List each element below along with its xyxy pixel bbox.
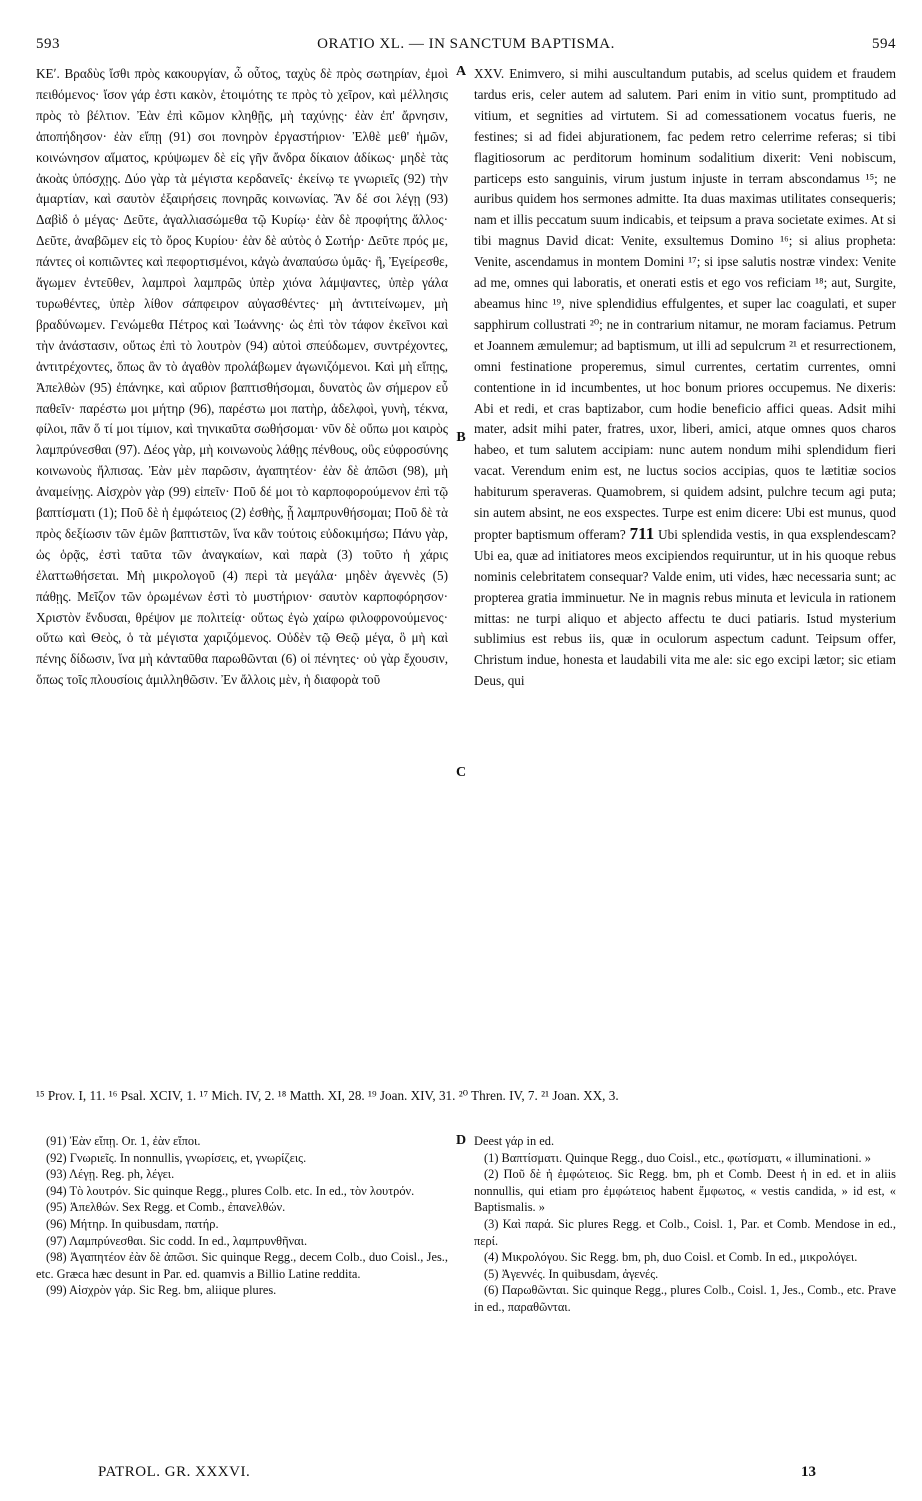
latin-paragraph: [474, 64, 896, 692]
note-5: (5) Ἀγεννές. In quibusdam, ἀγενές.: [484, 1266, 659, 1281]
critical-notes-left: [36, 1133, 448, 1463]
note-99-continued: Deest γάρ in ed.: [474, 1134, 555, 1148]
greek-text-column: [36, 64, 448, 1084]
note-1: (1) Βαπτίσματι. Quinque Regg., duo Coisl., etc., φωτίσματι, « illuminationi. »: [484, 1150, 871, 1165]
note-96: (96) Μήτηρ. In quibusdam, πατήρ.: [46, 1216, 219, 1231]
note-93: (93) Λέγῃ. Reg. ph, λέγει.: [46, 1167, 175, 1182]
note-95: (95) Ἀπελθών. Sex Regg. et Comb., ἐπανελθών.: [46, 1200, 286, 1215]
note-91: (91) Ἐὰν εἴπῃ. Or. 1, ἐὰν εἴποι.: [46, 1134, 201, 1148]
column-marker: 711: [629, 523, 655, 543]
page-number-left: 593: [36, 36, 60, 52]
latin-text-part-2: Ubi splendida vestis, in qua exsplendescam? Ubi ea, quæ ad initiatores meos excipiendos requiruntur, ut in his quoque rebus nominis celebritatem consequar? Valde enim, uti vides, hæc necessaria sunt; ac propterea gratia imminuetur. Ne in magnis rebus minuta et levicula in rationem mittas: ne turpi aliquo et abjecto affectu te duci patiaris. Istud mysterium sublimius est rebus iis, quæ in oculorum aspectum cadunt. Teipsum offer, Christum indue, honesta et laudabili vita me ale: sic ego excipi lætor; sic etiam Deus, qui: [474, 526, 896, 689]
series-title: PATROL. GR. XXXVI.: [98, 1464, 251, 1480]
note-98: (98) Ἀγαπητέον ἐὰν δὲ ἀπῶσι. Sic quinque Regg., decem Colb., duo Coisl., Jes., etc. Græca hæc desunt in Par. ed. quamvis a Billio Latine reddita.: [36, 1250, 448, 1281]
note-92: (92) Γνωριεῖς. In nonnullis, γνωρίσεις, et, γνωρίζεις.: [46, 1150, 307, 1165]
margin-letter-c: C: [455, 765, 467, 780]
margin-letter-b: B: [456, 430, 466, 445]
note-99: (99) Αἰσχρὸν γάρ. Sic Reg. bm, aliique plures.: [46, 1283, 277, 1298]
note-4: (4) Μικρολόγου. Sic Regg. bm, ph, duo Coisl. et Comb. In ed., μικρολόγει.: [484, 1250, 858, 1265]
note-6: (6) Παρωθῶνται. Sic quinque Regg., plures Colb., Coisl. 1, Jes., Comb., etc. Prave in ed., παραθῶνται.: [474, 1283, 896, 1314]
note-3: (3) Καὶ παρά. Sic plures Regg. et Colb., Coisl. 1, Par. et Comb. Mendose in ed., περί.: [474, 1216, 896, 1248]
margin-letter-d: D: [455, 1133, 467, 1148]
note-2: (2) Ποῦ δὲ ἡ ἐμφώτειος. Sic Regg. bm, ph et Comb. Deest ἡ in ed. et in aliis nonnullis, qui etiam pro ἐμφώτειος habent ἔμφωτος, « vestis candida, » id est, « Baptismalis. »: [474, 1167, 896, 1215]
critical-notes-right: [474, 1133, 896, 1463]
running-title: ORATIO XL. — IN SANCTUM BAPTISMA.: [317, 36, 615, 52]
note-94: (94) Τὸ λουτρόν. Sic quinque Regg., plures Colb. etc. In ed., τὸν λουτρόν.: [46, 1183, 415, 1198]
page-number-right: 594: [872, 36, 896, 52]
signature-mark: 13: [801, 1464, 816, 1480]
running-header: [36, 36, 896, 60]
margin-letter-a: A: [455, 64, 467, 79]
latin-text-column: [474, 64, 896, 1084]
greek-paragraph: ΚΕʹ. Βραδὺς ἴσθι πρὸς κακουργίαν, ὦ οὗτος, ταχὺς δὲ πρὸς σωτηρίαν, ἐμοὶ πειθόμενος· ἴσον γάρ ἐστι κακὸν, ἑτοιμότης τε πρὸς τὸ χεῖρον, καὶ μέλλησις πρὸς τὸ βέλτιον. Ἐὰν ἐπὶ κῶμον κληθῇς, μὴ ταχύνῃς· ἐὰν ἐπ' ἄρνησιν, ἀποπήδησον· ἐὰν εἴπῃ (91) σοι πονηρὸν ἐργαστήριον· Ἐλθὲ μεθ' ἡμῶν, κοινώνησον αἵματος, κρύψωμεν δὲ εἰς γῆν ἄνδρα δίκαιον ἀδίκως· μηδὲ τὰς ἀκοὰς ὑπόσχῃς. Δύο γὰρ τὰ μέγιστα κερδανεῖς· ἐκείνῳ τε γνωριεῖς (92) τὴν ἁμαρτίαν, καὶ σαυτὸν ἐξαιρήσεις πονηρᾶς κοινωνίας. Ἂν δέ σοι λέγῃ (93) Δαβὶδ ὁ μέγας· Δεῦτε, ἀγαλλιασώμεθα τῷ Κυρίῳ· ἐὰν δὲ προφήτης ἄλλος· Δεῦτε, ἀναβῶμεν εἰς τὸ ὄρος Κυρίου· ἐὰν δὲ αὐτὸς ὁ Σωτήρ· Δεῦτε πρός με, πάντες οἱ κοπιῶντες καὶ πεφορτισμένοι, κἀγὼ ἀναπαύσω ὑμᾶς· ἢ, Ἐγείρεσθε, ἄγωμεν ἐντεῦθεν, λαμπροὶ λαμπρῶς ὑπὲρ χιόνα λάμψαντες, ὑπὲρ γάλα τυρωθέντες, ὑπὲρ λίθον σάπφειρον αὐγασθέντες· μὴ ἀντιτείνωμεν, μὴ βραδύνωμεν. Γενώμεθα Πέτρος καὶ Ἰωάννης· ὡς ἐπὶ τὸν τάφον ἐκεῖνοι καὶ τὴν ἀνάστασιν, οὕτως ἐπὶ τὸ λουτρὸν (94) αὐτοὶ σπεύδωμεν, συντρέχοντες, ἀντιτρέχοντες, ὅπως ἂν τὸ ἀγαθὸν προλάβωμεν ἀγωνιζόμενοι. Καὶ μὴ εἴπῃς, Ἀπελθὼν (95) ἐπάνηκε, καὶ αὔριον βαπτισθήσομαι, δυνατὸς ὢν σήμερον εὖ παθεῖν· παρέστω μοι μήτηρ (96), παρέστω μοι πατὴρ, ἀδελφοὶ, γυνὴ, τέκνα, φίλοι, πᾶν ὅ τί μοι τίμιον, καὶ τηνικαῦτα σωθήσομαι· νῦν δὲ οὔπω μοι καιρὸς λαμπρύνεσθαι (97). Δέος γὰρ, μὴ κοινωνοὺς λάθῃς πένθους, οὓς εὐφροσύνης κοινωνοὺς ἤλπισας. Ἐὰν μὲν παρῶσιν, ἀγαπητέον· ἐὰν δὲ ἀπῶσι (98), μὴ ἀναμείνῃς. Αἰσχρὸν γὰρ (99) εἰπεῖν· Ποῦ δέ μοι τὸ καρποφορούμενον ἐπὶ τῷ βαπτίσματι (1); Ποῦ δὲ ἡ ἐμφώτειος (2) ἐσθὴς, ᾗ λαμπρυνθήσομαι; Ποῦ δὲ τὰ πρὸς δεξίωσιν τῶν ἐμῶν βαπτιστῶν, ἵνα κἂν τούτοις εὐδοκιμήσω; Πάνυ γὰρ, ὡς ὁρᾷς, ἐστὶ ταῦτα τῶν ἀναγκαίων, καὶ παρὰ (3) τοῦτο ἡ χάρις ἐλαττωθήσεται. Μὴ μικρολογοῦ (4) περὶ τὰ μεγάλα· μηδὲν ἀγεννὲς (5) πάθῃς. Μεῖζον τῶν ὁρωμένων ἐστὶ τὸ μυστήριον· σαυτὸν καρποφόρησον· Χριστὸν ἔνδυσαι, θρέψον με πολιτείᾳ· οὕτως ἐγὼ χαίρω φιλοφρονούμενος· οὕτω καὶ Θεὸς, ὁ τὰ μέγιστα χαριζόμενος. Οὐδὲν τῷ Θεῷ μέγα, ὃ μὴ καὶ πένης δίδωσιν, ἵνα μὴ κἀνταῦθα παρωθῶνται (6) οἱ πένητες· οὐ γὰρ ἔχουσιν, ὅπως τοῖς πλουσίοις ἁμιλληθῶσιν. Ἐν ἄλλοις μὲν, ἡ διαφορὰ τοῦ: [36, 66, 448, 688]
page-footer: [36, 1464, 896, 1486]
scripture-references: ¹⁵ Prov. I, 11. ¹⁶ Psal. XCIV, 1. ¹⁷ Mich. IV, 2. ¹⁸ Matth. XI, 28. ¹⁹ Joan. XIV, 31. ²⁰ Thren. IV, 7. ²¹ Joan. XX, 3.: [36, 1088, 619, 1103]
note-97: (97) Λαμπρύνεσθαι. Sic codd. In ed., λαμπρυνθῆναι.: [46, 1233, 308, 1248]
latin-text-part-1: XXV. Enimvero, si mihi auscultandum putabis, ad scelus quidem et fraudem tardus eris, celer autem ad salutem. Pari enim in vitio sunt, promptitudo ad vitium, et segnities ad virtutem. Si ad comessationem vocatus fueris, ne festines; si ad fidei abjurationem, fac pedem retro celerrime referas; si tibi flagitiosorum ac perditorum hominum sodalitium dixerit: Veni nobiscum, particeps esto sanguinis, virum justum injuste in terram abscondamus ¹⁵; ne auribus quidem hos sermones admitte. Ita duas maximas utilitates consequeris; nam et illis peccatum suum indicabis, et teipsum a prava societate eximes. At si tibi magnus David dicat: Venite, exsultemus Domino ¹⁶; si alius propheta: Venite, ascendamus in montem Domini ¹⁷; si ipse salutis nostræ vindex: Venite ad me, omnes qui laboratis, et onerati estis et ego vos reficiam ¹⁸; aut, Surgite, abeamus hinc ¹⁹, nive splendidius effulgentes, et super lac coagulati, et super sapphirum collustrati ²⁰; ne in contrarium nitamur, ne moram faciamus. Petrum et Joannem æmulemur; ad baptismum, ut illi ad sepulcrum ²¹ et resurrectionem, omni festinatione properemus, simul currentes, certatim currentes, omni contentione in id incumbentes, ut hoc bonum priores occupemus. Ne dixeris: Abi et redi, et cras baptizabor, cum hodie beneficio affici queas. Adsit mihi mater, adsit mihi pater, fratres, uxor, liberi, amici, atque omnes quos charos habeo, et tum salutem accipiam: nunc autem nondum mihi splendidum fieri vacat. Verendum enim est, ne luctus socios accipias, quos te lætitiæ socios habiturum speraveras. Quamobrem, si quidem adsint, pulchre tecum agi puta; sin autem absint, ne eos exspectes. Turpe est enim dicere: Ubi est munus, quod propter baptismum offeram?: [474, 66, 896, 542]
